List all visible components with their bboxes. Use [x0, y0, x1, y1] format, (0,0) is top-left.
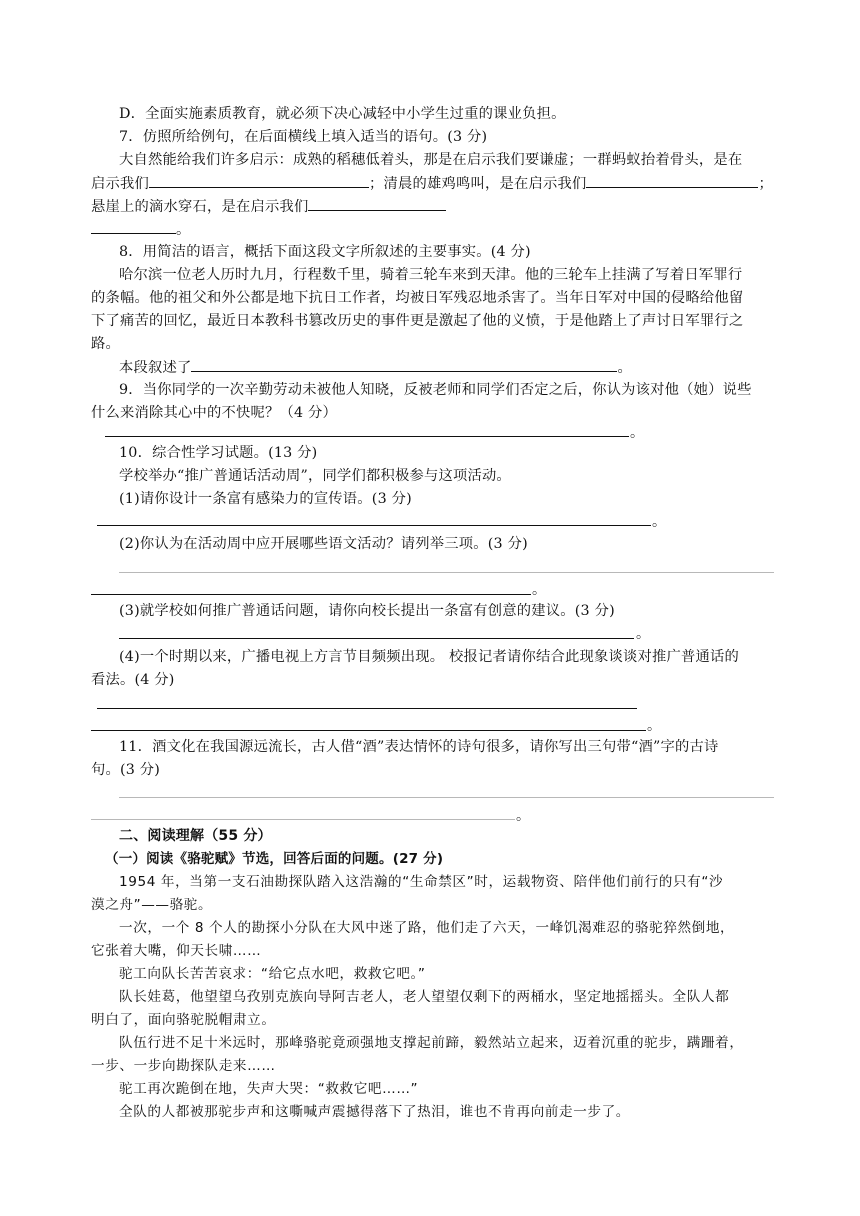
q8-para-line3: 下了痛苦的回忆，最近日本教科书篡改历史的事件更是激起了他的义愤，于是他踏上了声讨日军罪行之 [91, 313, 744, 329]
q10-sub1-end: 。 [652, 514, 666, 530]
q9-answer-line[interactable] [105, 436, 629, 437]
q7-line2-text-b: ；清晨的雄鸡鸣叫，是在启示我们 [369, 176, 587, 192]
reading-line-6: 队长娃葛，他望望乌孜别克族向导阿吉老人，老人望望仅剩下的两桶水，坚定地摇摇头。全队人都 [119, 989, 730, 1005]
q8-answer-line [119, 356, 632, 379]
q10-sub2-answer-line-1[interactable] [119, 572, 774, 573]
reading-line-9: 一步、一步向勘探队走来…… [91, 1058, 276, 1074]
q7-line2-text-a: 启示我们 [91, 176, 149, 192]
q10-sub1-answer-line[interactable] [97, 525, 651, 526]
q10-intro: 学校举办“推广普通话活动周”，同学们都积极参与这项活动。 [119, 468, 511, 484]
q10-sub4-answer-line-2[interactable] [91, 730, 646, 731]
q7-line1: 大自然能给我们许多启示：成熟的稻穗低着头，那是在启示我们要谦虚；一群蚂蚁抬着骨头，是在 [119, 152, 743, 168]
q7-blank-3b[interactable] [91, 218, 176, 234]
q11-answer-line-1[interactable] [119, 797, 774, 798]
q10-sub3-end: 。 [636, 626, 650, 642]
q8-answer-blank[interactable] [191, 356, 617, 372]
q11-line2: 句。(3 分) [91, 762, 161, 778]
q6-option-d: D．全面实施素质教育，就必须下决心减轻中小学生过重的课业负担。 [119, 106, 566, 122]
q8-para-line1: 哈尔滨一位老人历时九月，行程数千里，骑着三轮车来到天津。他的三轮车上挂满了写着日军罪行 [119, 267, 743, 283]
reading-line-8: 队伍行进不足十米远时，那峰骆驼竟顽强地支撑起前蹄，毅然站立起来，迈着沉重的驼步，蹒跚着， [119, 1035, 744, 1051]
q7-blank-1[interactable] [149, 172, 369, 188]
q10-sub4-end: 。 [647, 718, 661, 734]
reading-line-1: 1954 年，当第一支石油勘探队踏入这浩瀚的“生命禁区”时，运载物资、陪伴他们前行的只有“沙 [119, 874, 724, 890]
q11-end: 。 [516, 808, 530, 824]
reading-line-5: 驼工向队长苦苦哀求：“给它点水吧，救救它吧。” [119, 966, 426, 982]
reading-line-10: 驼工再次跪倒在地，失声大哭：“救救它吧……” [119, 1081, 419, 1097]
q7-line4 [91, 218, 191, 241]
reading-line-4: 它张着大嘴，仰天长啸…… [91, 943, 262, 959]
q9-line2: 什么来消除其心中的不快呢？（4 分） [91, 405, 337, 421]
q9-line1: 9．当你同学的一次辛勤劳动未被他人知晓，反被老师和同学们否定之后，你认为该对他（她）说些 [119, 382, 752, 398]
q10-sub4-line1: (4)一个时期以来，广播电视上方言节目频频出现。 校报记者请你结合此现象谈谈对推广普通话的 [119, 649, 739, 665]
q10-sub4-answer-line-1[interactable] [97, 708, 637, 709]
q7-blank-3a[interactable] [308, 195, 446, 211]
q8-answer-prefix: 本段叙述了 [119, 360, 192, 376]
q10-sub3-answer-line[interactable] [119, 638, 634, 639]
q8-para-line2: 的条幅。他的祖父和外公都是地下抗日工作者，均被日军残忍地杀害了。当年日军对中国的侵略给他留 [91, 290, 744, 306]
q11-line1: 11．酒文化在我国源远流长，古人借“酒”表达情怀的诗句很多，请你写出三句带“酒”字的古诗 [119, 739, 719, 755]
q10-sub3: (3)就学校如何推广普通话问题，请你向校长提出一条富有创意的建议。(3 分) [119, 603, 615, 619]
q10-sub2: (2)你认为在活动周中应开展哪些语文活动？请列举三项。(3 分) [119, 536, 528, 552]
reading-line-2: 漠之舟”——骆驼。 [91, 897, 213, 913]
q10-sub4-line2: 看法。(4 分) [91, 672, 175, 688]
q8-para-line4: 路。 [91, 336, 120, 352]
q7-line2 [91, 172, 773, 195]
q8-answer-end: 。 [617, 360, 632, 376]
q7-title: 7．仿照所给例句，在后面横线上填入适当的语句。(3 分) [119, 129, 488, 145]
q7-blank-2[interactable] [586, 172, 758, 188]
q10-sub2-answer-line-2[interactable] [91, 594, 531, 595]
q7-line3-text: 悬崖上的滴水穿石，是在启示我们 [91, 199, 309, 215]
q9-answer-end: 。 [630, 425, 644, 441]
reading-line-11: 全队的人都被那驼步声和这嘶喊声震撼得落下了热泪，谁也不肯再向前走一步了。 [119, 1104, 630, 1120]
q7-line3 [91, 195, 446, 218]
section-2-subtitle: （一）阅读《骆驼赋》节选，回答后面的问题。(27 分) [105, 851, 444, 867]
q7-line4-end: 。 [176, 222, 191, 238]
q10-title: 10．综合性学习试题。(13 分) [119, 445, 318, 461]
q10-sub1: (1)请你设计一条富有感染力的宣传语。(3 分) [119, 491, 412, 507]
reading-line-7: 明白了，面向骆驼脱帽肃立。 [91, 1012, 276, 1028]
reading-line-3: 一次，一个 8 个人的勘探小分队在大风中迷了路，他们走了六天，一峰饥渴难忍的骆驼猝然倒地， [119, 920, 735, 936]
q11-answer-line-2[interactable] [91, 819, 515, 820]
q8-title: 8．用简洁的语言，概括下面这段文字所叙述的主要事实。(4 分) [119, 244, 531, 260]
section-2-title: 二、阅读理解（55 分） [119, 828, 272, 844]
q7-line2-text-c: ； [758, 176, 773, 192]
q10-sub2-end: 。 [532, 582, 546, 598]
